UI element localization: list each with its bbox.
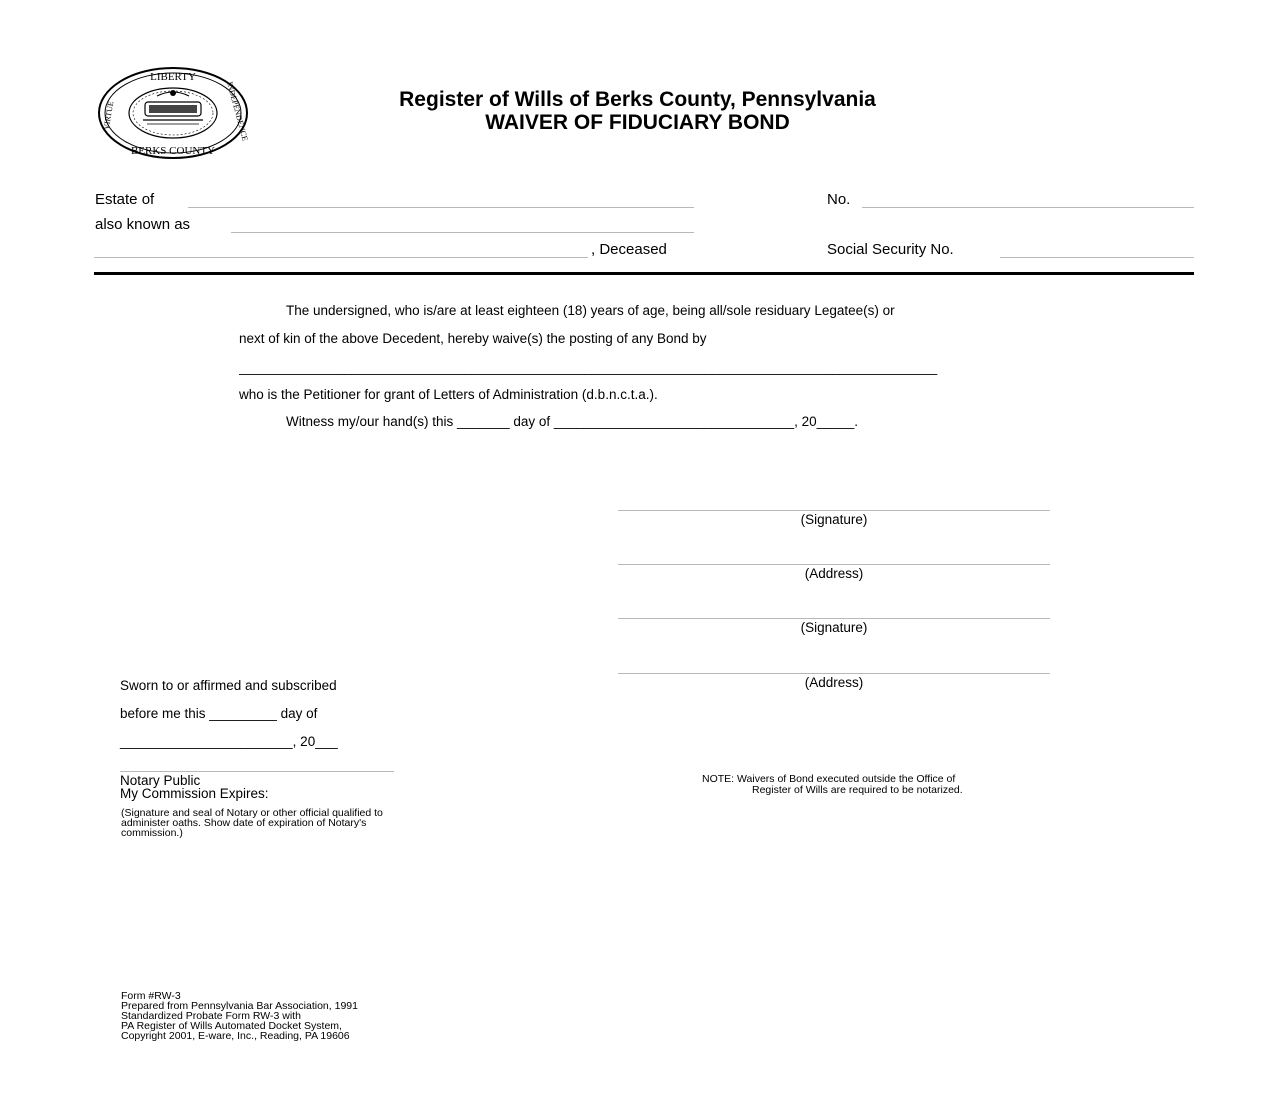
- ssn-field[interactable]: [1000, 257, 1194, 258]
- address-caption-1: (Address): [804, 566, 864, 581]
- footer-line-2: Prepared from Pennsylvania Bar Association, 1991: [121, 1000, 358, 1012]
- seal-text-right: INDEPENDENCE: [225, 80, 249, 142]
- header-divider: [94, 272, 1194, 275]
- case-no-label: No.: [827, 191, 851, 208]
- signature-caption-1: (Signature): [800, 512, 868, 527]
- estate-of-field[interactable]: [188, 207, 694, 208]
- footer-line-3: Standardized Probate Form RW-3 with: [121, 1010, 301, 1022]
- form-title: Register of Wills of Berks County, Pennsylvania: [399, 88, 876, 111]
- also-known-as-field[interactable]: [231, 232, 694, 233]
- seal-text-left: VIRTUE: [101, 100, 116, 131]
- signature-line-2[interactable]: [618, 618, 1050, 619]
- form-subtitle: WAIVER OF FIDUCIARY BOND: [485, 111, 790, 134]
- witness-line[interactable]: Witness my/our hand(s) this _______ day of ________________________________, 20_____.: [286, 414, 858, 429]
- waiver-paragraph-line-2: next of kin of the above Decedent, hereby waive(s) the posting of any Bond by: [239, 331, 707, 346]
- address-line-2[interactable]: [618, 673, 1050, 674]
- notary-signature-line[interactable]: [120, 771, 394, 772]
- seal-text-top: LIBERTY: [150, 71, 196, 83]
- footer-line-4: PA Register of Wills Automated Docket System,: [121, 1020, 342, 1032]
- petitioner-name-blank[interactable]: _____________________________________________________________________________________________: [239, 360, 938, 375]
- ssn-label: Social Security No.: [827, 241, 954, 258]
- notary-instructions: (Signature and seal of Notary or other official qualified to administer oaths. Show date of expiration of Notary's commission.): [121, 807, 383, 839]
- case-no-field[interactable]: [862, 207, 1194, 208]
- notarization-note-line-1: NOTE: Waivers of Bond executed outside the Office of: [702, 773, 956, 785]
- address-line-1[interactable]: [618, 564, 1050, 565]
- seal-text-bottom: BERKS COUNTY: [130, 145, 216, 157]
- address-caption-2: (Address): [804, 675, 864, 690]
- petitioner-statement: who is the Petitioner for grant of Letters of Administration (d.b.n.c.t.a.).: [239, 387, 658, 402]
- notarization-note-line-2: Register of Wills are required to be notarized.: [752, 784, 963, 796]
- form-number: Form #RW-3: [121, 990, 181, 1002]
- footer-copyright: Copyright 2001, E-ware, Inc., Reading, PA 19606: [121, 1030, 350, 1042]
- deceased-label: , Deceased: [591, 241, 667, 258]
- also-known-as-label: also known as: [95, 216, 191, 233]
- signature-line-1[interactable]: [618, 510, 1050, 511]
- commission-expires-label: My Commission Expires:: [120, 786, 269, 801]
- notary-month-year-line[interactable]: _______________________, 20___: [120, 734, 338, 749]
- notary-public-label: Notary Public: [120, 773, 201, 788]
- notary-sworn-line: Sworn to or affirmed and subscribed: [120, 678, 337, 693]
- deceased-name-field[interactable]: [94, 257, 588, 258]
- notary-date-line[interactable]: before me this _________ day of: [120, 706, 318, 721]
- waiver-paragraph-line-1: The undersigned, who is/are at least eighteen (18) years of age, being all/sole residuary Legatee(s) or: [286, 303, 895, 318]
- estate-of-label: Estate of: [95, 191, 155, 208]
- signature-caption-2: (Signature): [800, 620, 868, 635]
